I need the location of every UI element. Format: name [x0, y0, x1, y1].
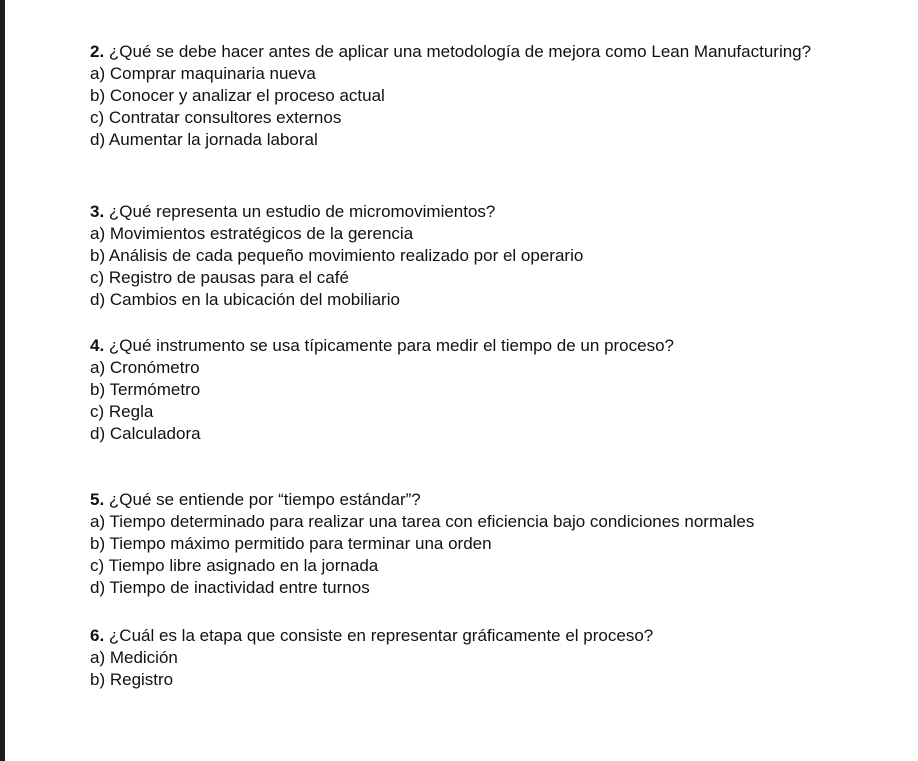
answer-option: d) Cambios en la ubicación del mobiliario: [90, 290, 400, 309]
answer-option: d) Aumentar la jornada laboral: [90, 130, 318, 149]
question-number: 2.: [90, 42, 105, 61]
question-text: ¿Cuál es la etapa que consiste en representar gráficamente el proceso?: [108, 626, 654, 645]
answer-option: b) Registro: [90, 670, 174, 689]
question-4: [90, 335, 890, 445]
question-number: 5.: [90, 490, 105, 509]
answer-option: b) Termómetro: [90, 380, 201, 399]
answer-option: a) Medición: [90, 648, 178, 667]
question-stem: [90, 41, 890, 63]
question-3: [90, 201, 890, 311]
window-edge: [0, 0, 5, 761]
question-stem: [90, 489, 890, 511]
answer-option: b) Tiempo máximo permitido para terminar una orden: [90, 534, 492, 553]
question-stem: [90, 201, 890, 223]
answer-option: a) Comprar maquinaria nueva: [90, 64, 316, 83]
question-number: 3.: [90, 202, 105, 221]
answer-option: a) Tiempo determinado para realizar una tarea con eficiencia bajo condiciones normales: [90, 512, 755, 531]
question-number: 4.: [90, 336, 105, 355]
answer-option: b) Conocer y analizar el proceso actual: [90, 86, 385, 105]
answer-option: c) Tiempo libre asignado en la jornada: [90, 556, 379, 575]
question-text: ¿Qué instrumento se usa típicamente para medir el tiempo de un proceso?: [108, 336, 674, 355]
question-number: 6.: [90, 626, 105, 645]
question-5: [90, 489, 890, 599]
question-text: ¿Qué representa un estudio de micromovimientos?: [108, 202, 496, 221]
answer-option: a) Movimientos estratégicos de la gerencia: [90, 224, 414, 243]
question-stem: [90, 625, 890, 647]
question-text: ¿Qué se debe hacer antes de aplicar una metodología de mejora como Lean Manufacturing?: [108, 42, 812, 61]
answer-option: c) Regla: [90, 402, 154, 421]
question-6: [90, 625, 890, 691]
question-text: ¿Qué se entiende por “tiempo estándar”?: [108, 490, 421, 509]
answer-option: c) Registro de pausas para el café: [90, 268, 349, 287]
answer-option: d) Calculadora: [90, 424, 201, 443]
answer-option: c) Contratar consultores externos: [90, 108, 342, 127]
question-stem: [90, 335, 890, 357]
answer-option: d) Tiempo de inactividad entre turnos: [90, 578, 370, 597]
answer-option: a) Cronómetro: [90, 358, 200, 377]
answer-option: b) Análisis de cada pequeño movimiento realizado por el operario: [90, 246, 584, 265]
question-2: [90, 41, 890, 151]
